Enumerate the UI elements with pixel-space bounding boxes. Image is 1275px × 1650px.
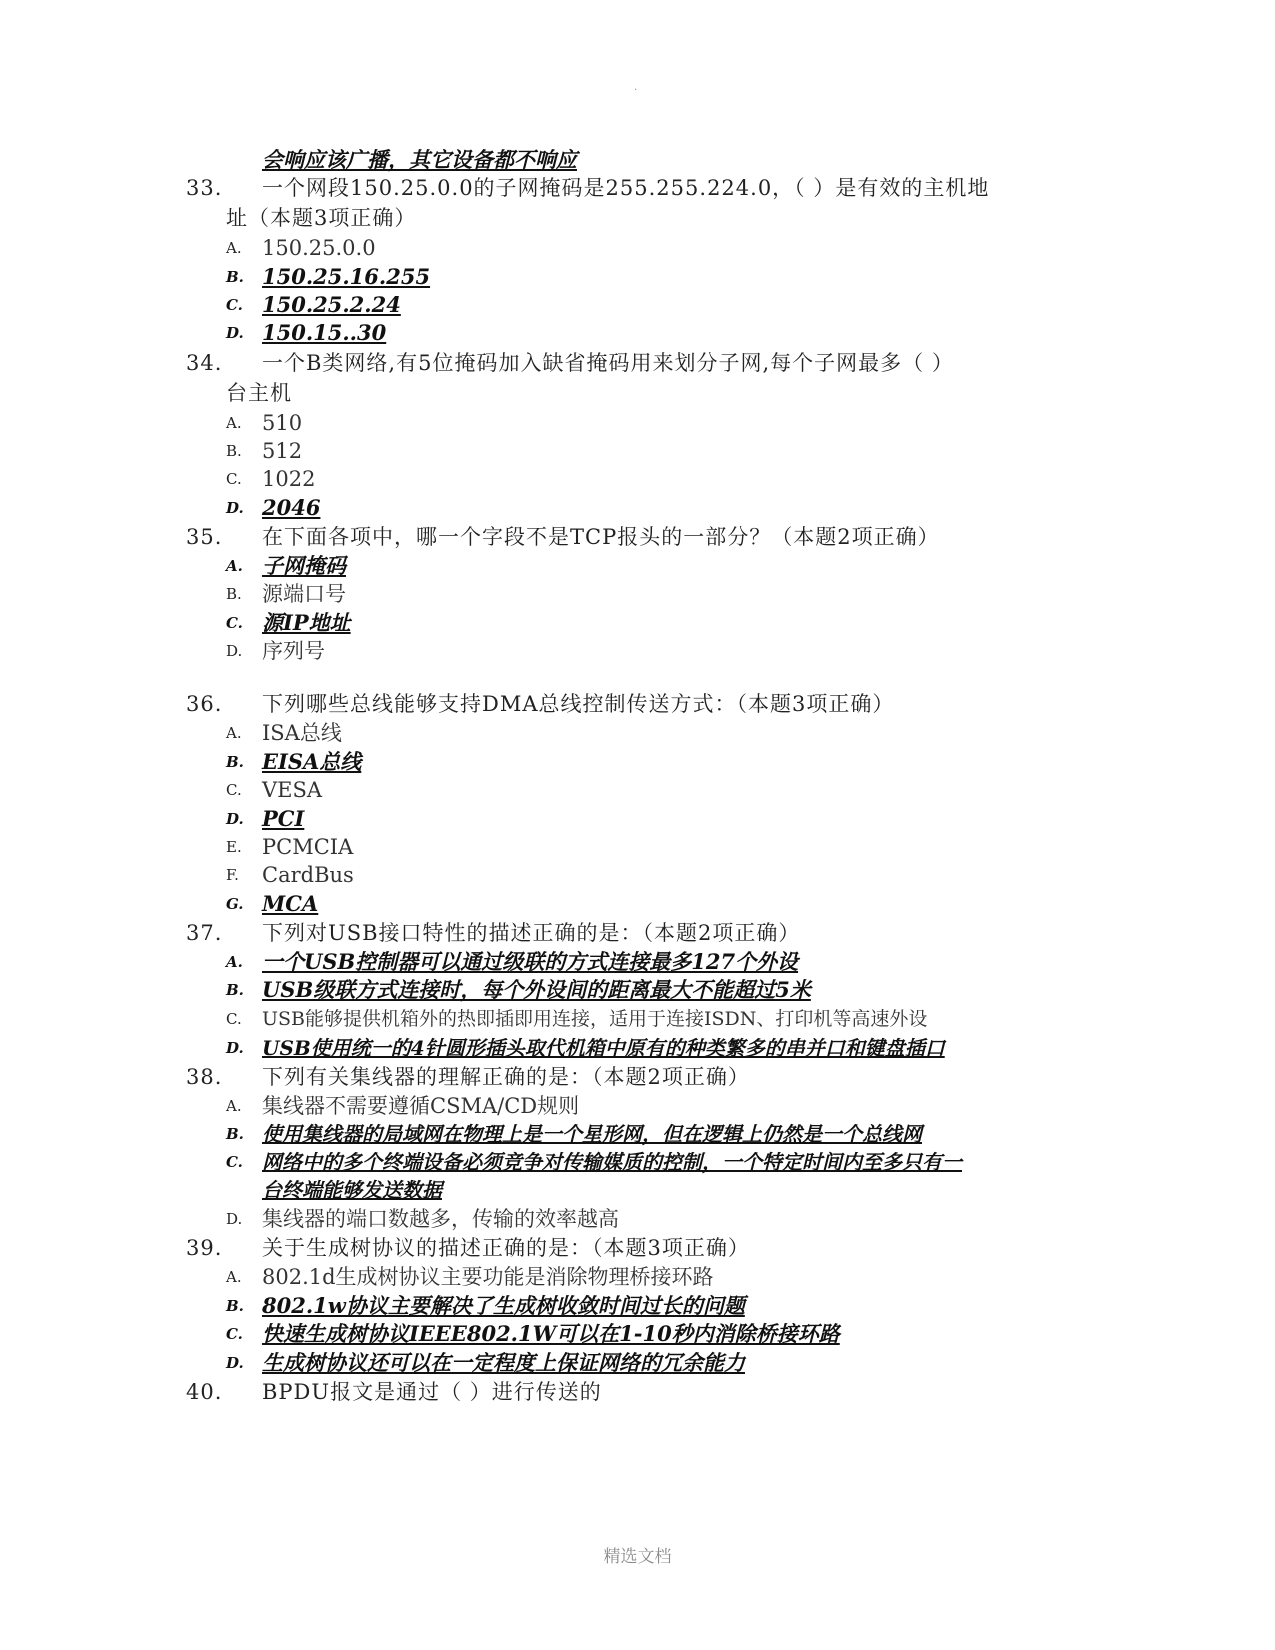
- question-text: 下列对USB接口特性的描述正确的是：（本题2项正确）: [262, 921, 801, 945]
- question-number: 35.: [186, 525, 223, 549]
- option-text-correct: USB级联方式连接时，每个外设间的距离最大不能超过5米: [262, 977, 811, 1002]
- question-text: 关于生成树协议的描述正确的是：（本题3项正确）: [262, 1236, 750, 1260]
- question-text: 一个B类网络,有5位掩码加入缺省掩码用来划分子网,每个子网最多（ ）: [262, 351, 954, 375]
- question-number: 39.: [186, 1236, 223, 1260]
- option-text: 802.1d生成树协议主要功能是消除物理桥接环路: [262, 1265, 714, 1289]
- option-text-correct: 使用集线器的局域网在物理上是一个星形网，但在逻辑上仍然是一个总线网: [262, 1122, 922, 1146]
- option-letter: B.: [226, 1125, 244, 1143]
- page-footer: 精选文档: [603, 1547, 672, 1567]
- option-letter: D.: [226, 810, 244, 828]
- option-letter: D.: [226, 499, 244, 517]
- option-text-correct: 一个USB控制器可以通过级联的方式连接最多127个外设: [262, 949, 799, 974]
- option-text: 集线器不需要遵循CSMA/CD规则: [262, 1094, 580, 1118]
- option-letter: B.: [226, 442, 242, 460]
- option-letter: A.: [226, 1097, 242, 1115]
- option-letter: D.: [226, 324, 244, 342]
- question-number: 36.: [186, 692, 223, 716]
- option-letter: G.: [226, 895, 244, 913]
- question-number: 37.: [186, 921, 223, 945]
- option-letter: F.: [226, 866, 239, 884]
- question-number: 34.: [186, 351, 223, 375]
- option-text: 150.25.0.0: [262, 236, 376, 260]
- question-text: 一个网段150.25.0.0的子网掩码是255.255.224.0，（ ）是有效的主机地: [262, 176, 990, 200]
- option-text-correct: 快速生成树协议IEEE802.1W可以在1-10秒内消除桥接环路: [262, 1321, 840, 1346]
- header-mark: .: [634, 82, 638, 93]
- option-text-correct: 生成树协议还可以在一定程度上保证网络的冗余能力: [262, 1350, 745, 1375]
- option-letter: A.: [226, 724, 242, 742]
- option-text: CardBus: [262, 863, 354, 887]
- option-letter: D.: [226, 642, 243, 660]
- option-text: 集线器的端口数越多，传输的效率越高: [262, 1207, 619, 1231]
- option-text: 序列号: [262, 639, 325, 663]
- question-text: 下列有关集线器的理解正确的是：（本题2项正确）: [262, 1065, 750, 1089]
- option-text: 512: [262, 439, 303, 463]
- option-letter: C.: [226, 296, 243, 314]
- option-text: 510: [262, 411, 303, 435]
- option-text-correct: USB使用统一的4针圆形插头取代机箱中原有的种类繁多的串并口和键盘插口: [262, 1036, 945, 1060]
- carry-over-answer: 会响应该广播，其它设备都不响应: [262, 147, 577, 172]
- option-text: ISA总线: [262, 721, 342, 745]
- option-letter: B.: [226, 1297, 244, 1315]
- option-text: 1022: [262, 467, 316, 491]
- option-text: VESA: [262, 778, 323, 802]
- option-text-correct: 2046: [262, 495, 321, 520]
- option-letter: A.: [226, 557, 243, 575]
- option-letter: D.: [226, 1354, 244, 1372]
- option-text: 源端口号: [262, 582, 346, 606]
- option-letter: C.: [226, 781, 242, 799]
- option-letter: E.: [226, 838, 242, 856]
- option-text-correct: 150.25.16.255: [262, 264, 431, 289]
- question-text-cont: 台主机: [226, 381, 292, 405]
- option-letter: A.: [226, 953, 243, 971]
- option-letter: B.: [226, 981, 244, 999]
- option-text-correct: 网络中的多个终端设备必须竞争对传输媒质的控制，一个特定时间内至多只有一: [262, 1150, 962, 1174]
- option-text-correct: PCI: [262, 806, 305, 831]
- option-letter: C.: [226, 1153, 243, 1171]
- question-number: 40.: [186, 1380, 223, 1404]
- option-text-correct-cont: 台终端能够发送数据: [262, 1178, 442, 1202]
- option-text-correct: EISA总线: [262, 749, 362, 774]
- option-text-correct: MCA: [262, 891, 319, 916]
- question-text-cont: 址（本题3项正确）: [226, 206, 417, 230]
- option-letter: B.: [226, 585, 242, 603]
- option-letter: A.: [226, 414, 242, 432]
- option-text-correct: 源IP地址: [262, 610, 351, 635]
- option-letter: A.: [226, 239, 242, 257]
- option-text-correct: 150.25.2.24: [262, 292, 401, 317]
- option-letter: A.: [226, 1268, 242, 1286]
- question-number: 33.: [186, 176, 223, 200]
- question-text: 下列哪些总线能够支持DMA总线控制传送方式：（本题3项正确）: [262, 692, 895, 716]
- option-letter: C.: [226, 1010, 242, 1028]
- option-letter: C.: [226, 614, 243, 632]
- option-letter: C.: [226, 1325, 243, 1343]
- question-number: 38.: [186, 1065, 223, 1089]
- option-text-correct: 150.15..30: [262, 320, 387, 345]
- option-text-correct: 子网掩码: [262, 553, 346, 578]
- option-letter: C.: [226, 470, 242, 488]
- option-letter: D.: [226, 1210, 243, 1228]
- option-text: USB能够提供机箱外的热即插即用连接，适用于连接ISDN、打印机等高速外设: [262, 1008, 928, 1030]
- option-text: PCMCIA: [262, 835, 354, 859]
- question-text: BPDU报文是通过（ ）进行传送的: [262, 1380, 602, 1404]
- option-letter: B.: [226, 753, 244, 771]
- option-text-correct: 802.1w协议主要解决了生成树收敛时间过长的问题: [262, 1293, 745, 1318]
- option-letter: B.: [226, 268, 244, 286]
- option-letter: D.: [226, 1039, 244, 1057]
- question-text: 在下面各项中，哪一个字段不是TCP报头的一部分？（本题2项正确）: [262, 525, 940, 549]
